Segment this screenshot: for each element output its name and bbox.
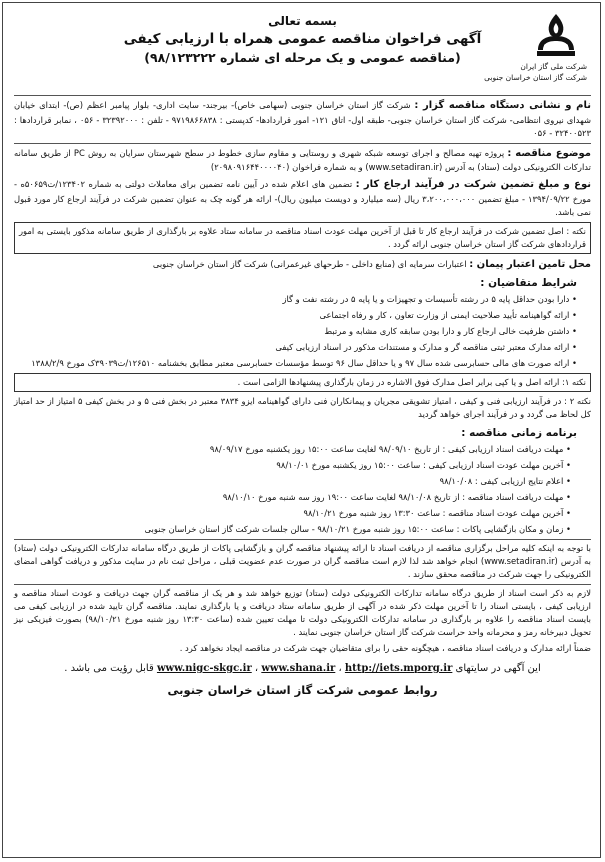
- schedule-title: برنامه زمانی مناقصه :: [461, 426, 577, 439]
- guarantee-note-box: نکته : اصل تضمین شرکت در فرآیند ارجاع کار تا قبل از آخرین مهلت عودت اسناد مناقصه در سامانه ستاد علاوه بر بارگذاری از طریق سامانه مذکور بایستی به امور قراردادهای شرکت گاز استان خراسان جنوبی ارائه گردد .: [14, 222, 591, 254]
- website-link-shana[interactable]: www.shana.ir: [261, 662, 336, 674]
- guarantee-paragraph: [14, 177, 591, 219]
- list-item: • زمان و مکان بازگشایی پاکات : ساعت ۱۵:۰۰ روز شنبه مورخ ۹۸/۱۰/۲۱ - سالن جلسات شرکت گاز استان خراسان جنوبی: [14, 523, 571, 536]
- list-item: • ارائه گواهینامه تأیید صلاحیت ایمنی از وزارت تعاون ، کار و رفاه اجتماعی: [14, 309, 577, 322]
- no-rights-paragraph: ضمناً ارائه مدارک و دریافت اسناد مناقصه ، هیچگونه حقی را برای متقاضیان جهت شرکت در مناقصه ایجاد نخواهد کرد .: [179, 642, 591, 653]
- note-1: نکته ۱: ارائه اصل و یا کپی برابر اصل مدارک فوق الاشاره در زمان بارگذاری پیشنهادها الزامی است .: [14, 373, 591, 392]
- organizer-paragraph: [14, 95, 591, 140]
- conditions-title: شرایط متقاضیان :: [480, 277, 577, 290]
- list-item: • داشتن ظرفیت خالی ارجاع کار و دارا بودن سابقه کاری مشابه و مرتبط: [14, 325, 577, 338]
- conditions-list: [14, 293, 591, 370]
- company-logo: [484, 10, 587, 82]
- logo-text-line1: شرکت ملی گاز ایران: [520, 62, 587, 71]
- list-item: • اعلام نتایج ارزیابی کیفی : ۹۸/۱۰/۰۸: [14, 475, 571, 488]
- subject-text: پروژه تهیه مصالح و اجرای توسعه شبکه شهری و روستایی و مقاوم سازی خطوط در سطح شهرستان سرایان به روش PC از طریق سامانه تدارکات الکترونیکی دولت (ستاد) به آدرس (www.setadiran.ir) و به شماره فراخوان (۲۰۹۸۰۹۱۶۴۴۰۰۰۰۴۰): [14, 147, 591, 173]
- bismillah: بسمه تعالی: [268, 14, 337, 28]
- list-item: • آخرین مهلت عودت اسناد مناقصه : ساعت ۱۳:۳۰ روز شنبه مورخ ۹۸/۱۰/۲۱: [14, 507, 571, 520]
- list-item: • ارائه صورت های مالی حسابرسی شده سال ۹۷ و یا حداقل سال ۹۶ توسط مؤسسات حسابرسی معتبر مطابق بخشنامه ۱۲۶۵۱۰/ت۳۹۰۳۹ک مورخ ۱۳۸۸/۲/۹: [14, 357, 577, 370]
- nigc-flame-logo-icon: [533, 10, 579, 60]
- guarantee-text: تضمین های اعلام شده در آیین نامه تضمین برای معاملات دولتی به شماره ۱۲۳۴۰۲/ت۵۰۶۵۹ه - مورخ ۱۳۹۴/۰۹/۲۲ - مبلغ تضمین ۳،۲۰۰،۰۰۰،۰۰۰ ریال (سه میلیارد و دویست میلیون ریال)- ارائه هر گونه چک به عنوان تضمین شرکت در فرآیند ارجاع کار مورد قبول نمی باشد.: [14, 179, 591, 217]
- list-item: • مهلت دریافت اسناد مناقصه : از تاریخ ۹۸/۱۰/۰۸ لغایت ساعت ۱۹:۰۰ روز سه شنبه مورخ ۹۸/۱۰/۱۰: [14, 491, 571, 504]
- list-item: • دارا بودن حداقل پایه ۵ در رشته تأسیسات و تجهیزات و یا پایه ۵ در رشته نفت و گاز: [14, 293, 577, 306]
- website-link-nigc-skgc[interactable]: www.nigc-skgc.ir: [156, 662, 252, 674]
- list-item: • ارائه مدارک معتبر ثبتی مناقصه گر و مدارک و مستندات مذکور در اسناد ارزیابی کیفی: [14, 341, 577, 354]
- funding-label: محل تامین اعتبار پیمان :: [469, 258, 591, 270]
- funding-paragraph: [14, 257, 591, 273]
- public-relations-signature: روابط عمومی شرکت گاز استان خراسان جنوبی: [167, 683, 438, 698]
- website-link-iets[interactable]: http://iets.mporg.ir: [344, 662, 453, 674]
- organizer-text: شرکت گاز استان خراسان جنوبی (سهامی خاص)- بیرجند- سایت اداری- بلوار پیامبر اعظم (ص)- ابتدای خیابان شهدای نیروی انتظامی- شرکت گاز استان خراسان جنوبی- طبقه اول- اتاق ۱۲۱- امور قراردادها- کدپستی : ۹۷۱۹۸۶۶۸۳۸ - تلفن : ۳۲۳۹۲۰۰۰ - ۰۵۶ ، نمابر قراردادها : ۳۲۴۰۰۵۲۳ - ۰۵۶: [14, 100, 591, 138]
- schedule-list: [14, 443, 591, 536]
- websites-suffix: قابل رؤیت می باشد .: [64, 662, 154, 674]
- page-title: آگهی فراخوان مناقصه عمومی همراه با ارزیابی کیفی: [123, 31, 482, 47]
- guarantee-label: نوع و مبلغ تضمین شرکت در فرآیند ارجاع کار :: [355, 179, 591, 191]
- tender-number: (مناقصه عمومی و یک مرحله ای شماره ۹۸/۱۲۳۲۲۲): [144, 50, 461, 65]
- note-2: نکته ۲ : در فرآیند ارزیابی فنی و کیفی ، امتیاز تشویقی مجریان و پیمانکاران فنی دارای گواهینامه ایزو ۳۸۳۴ معتبر در بخش فنی ۵ و در بخش کیفی ۵ امتیاز از حد امتیاز کل لحاظ می گردد و در فرآیند اجرای خواهد گردید: [14, 396, 591, 420]
- logo-text-line2: شرکت گاز استان خراسان جنوبی: [484, 73, 587, 82]
- advertisement-header: [100, 14, 505, 65]
- funding-text: اعتبارات سرمایه ای (منابع داخلی - طرحهای غیرعمرانی) شرکت گاز استان خراسان جنوبی: [152, 258, 470, 269]
- websites-prefix: این آگهی در سایتهای: [455, 662, 541, 674]
- document-delivery-paragraph: لازم به ذکر است اسناد از طریق درگاه سامانه تدارکات الکترونیکی دولت (ستاد) توزیع خواهد شد و هر یک از مناقصه گران جهت دریافت و عودت اسناد مناقصه و ارزیابی کیفی ، بایستی اسناد را تا آخرین مهلت ذکر شده در آگهی از طریق سامانه ستاد دریافت و یا بارگذاری نمایند. مناقصه گران تایید شده در ارزیابی کیفی می بایست اسناد مناقصه را علاوه بر بارگذاری در سامانه تدارکات الکترونیکی دولت تا مهلت تعیین شده (ساعت ۱۳:۳۰ روز شنبه مورخ ۹۸/۱۰/۲۱) بصورت فیزیکی نیز تحویل دبیرخانه رمز و محرمانه واحد حراست شرکت گاز استان خراسان جنوبی نمایند .: [14, 584, 591, 639]
- advertisement-body: [14, 95, 591, 700]
- subject-paragraph: [14, 143, 591, 175]
- subject-label: موضوع مناقصه :: [507, 147, 592, 159]
- websites-line: این آگهی در سایتهای www.nigc-skgc.ir ، www.shana.ir ، http://iets.mporg.ir قابل رؤیت می باشد .: [64, 662, 541, 674]
- list-item: • مهلت دریافت اسناد ارزیابی کیفی : از تاریخ ۹۸/۰۹/۱۰ لغایت ساعت ۱۵:۰۰ روز یکشنبه مورخ ۹۸/۰۹/۱۷: [14, 443, 571, 456]
- list-item: • آخرین مهلت عودت اسناد ارزیابی کیفی : ساعت ۱۵:۰۰ روز یکشنبه مورخ ۹۸/۱۰/۰۱: [14, 459, 571, 472]
- setad-registration-paragraph: با توجه به اینکه کلیه مراحل برگزاری مناقصه از دریافت اسناد تا ارائه پیشنهاد مناقصه گران و بازگشایی پاکات از طریق درگاه سامانه تدارکات الکترونیکی دولت (ستاد) به آدرس (www.setadiran.ir) انجام خواهد شد لذا لازم است مناقصه گران در صورت عدم عضویت قبلی ، مراحل ثبت نام در سایت مذکور و دریافت گواهی امضای الکترونیکی را جهت شرکت در مناقصه محقق سازند .: [14, 539, 591, 581]
- organizer-label: نام و نشانی دستگاه مناقصه گزار :: [414, 100, 591, 111]
